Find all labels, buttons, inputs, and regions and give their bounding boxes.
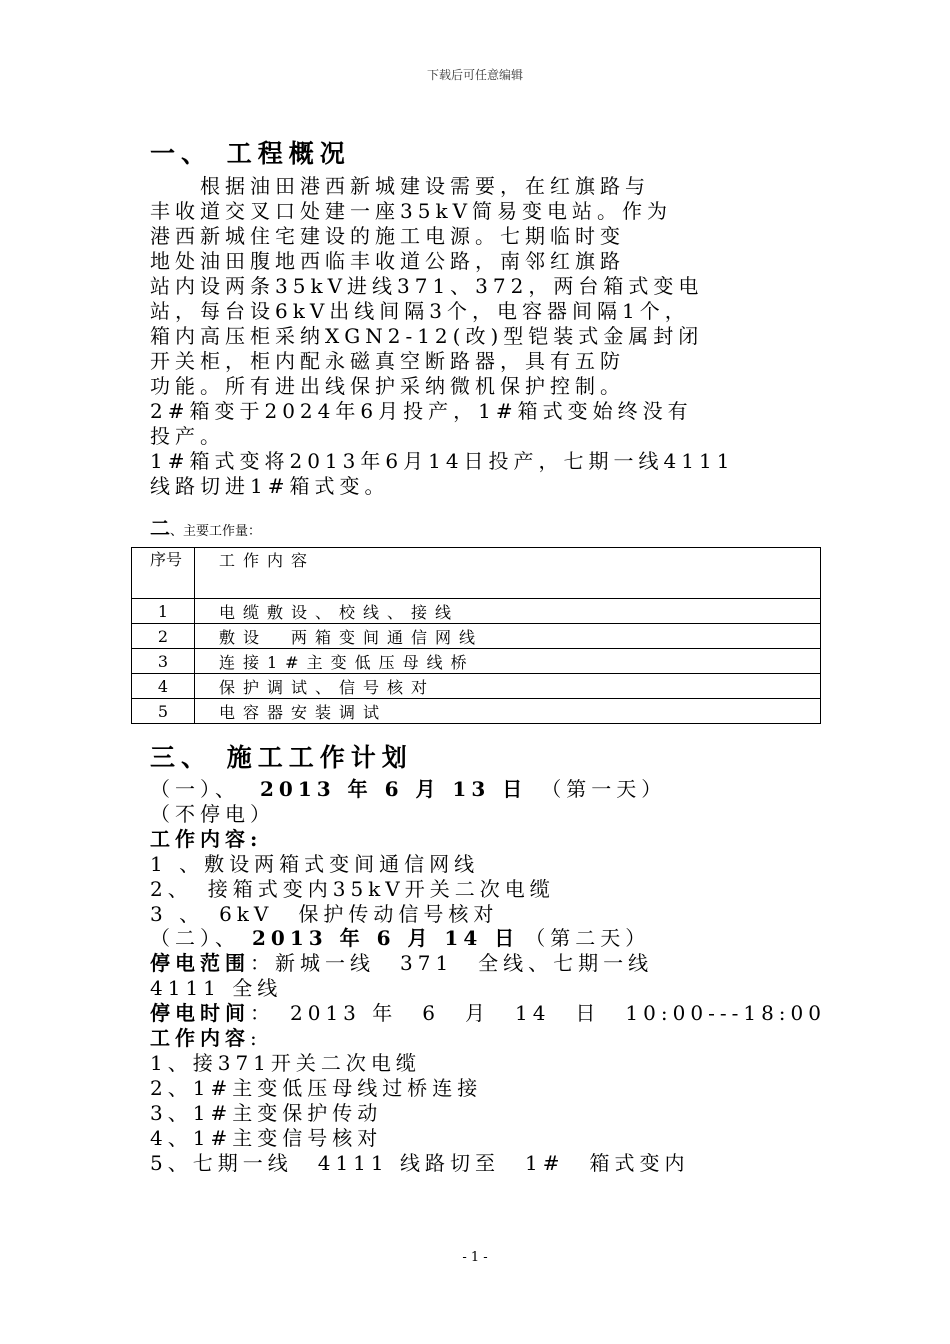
day1-date: 2013 年 6 月 13 日 — [260, 777, 528, 801]
outage-range-value-2: 4111 全线 — [150, 976, 283, 1000]
row-content: 保护调试、信号核对 — [195, 674, 821, 699]
day2-outage-time — [150, 1001, 826, 1026]
day2-outage-range — [150, 951, 653, 976]
row-index: 1 — [132, 599, 195, 624]
day2-item: 5、七期一线 4111 线路切至 1# 箱式变内 — [150, 1151, 690, 1175]
section-3-title: 三、 施工工作计划 — [150, 743, 413, 772]
row-content: 电缆敷设、校线、接线 — [195, 599, 821, 624]
work-label: 工作内容 — [150, 1026, 250, 1050]
body-line: 地处油田腹地西临丰收道公路，南邻红旗路 — [150, 249, 625, 273]
day2-item: 2、1#主变低压母线过桥连接 — [150, 1076, 483, 1100]
table-row — [132, 599, 821, 624]
day1-prefix: （一）、 — [150, 777, 240, 801]
body-line: 2#箱变于2024年6月投产，1#箱式变始终没有 — [150, 399, 693, 423]
day1-heading — [150, 777, 666, 802]
header-index: 序号 — [132, 548, 195, 599]
day2-date: 2013 年 6 月 14 日 — [252, 926, 520, 950]
body-line: 箱内高压柜采纳XGN2-12(改)型铠装式金属封闭 — [150, 324, 704, 348]
body-line: 站内设两条35kV进线371、372，两台箱式变电 — [150, 274, 704, 298]
day1-no-outage: （不停电） — [150, 802, 275, 826]
table-row — [132, 649, 821, 674]
table-row — [132, 624, 821, 649]
body-line: 港西新城住宅建设的施工电源。七期临时变 — [150, 224, 625, 248]
body-line: 功能。所有进出线保护采纳微机保护控制。 — [150, 374, 625, 398]
day2-item: 3、1#主变保护传动 — [150, 1101, 383, 1125]
day2-heading — [150, 926, 650, 951]
day2-prefix: （二）、 — [150, 926, 240, 950]
body-line: 根据油田港西新城建设需要，在红旗路与 — [150, 174, 650, 198]
day2-suffix: （第二天） — [525, 926, 651, 950]
page-number: - 1 - — [462, 1250, 488, 1265]
section-2-title-main: 二 — [150, 516, 170, 540]
table-row — [132, 699, 821, 724]
day1-item: 2、 接箱式变内35kV开关二次电缆 — [150, 877, 555, 901]
section-1-title: 一、 工程概况 — [150, 139, 351, 168]
body-line: 站，每台设6kV出线间隔3个，电容器间隔1个， — [150, 299, 690, 323]
header-content: 工作内容 — [195, 548, 821, 599]
outage-range-label: 停电范围 — [150, 951, 250, 975]
work-label-colon: : — [250, 1026, 262, 1050]
table-row — [132, 674, 821, 699]
section-2-title-sub: 、主要工作量： — [170, 524, 262, 539]
row-content: 敷设 两箱变间通信网线 — [195, 624, 821, 649]
page-header: 下载后可任意编辑 — [426, 68, 523, 82]
day1-item: 1 、敷设两箱式变间通信网线 — [150, 852, 480, 876]
outage-time-label: 停电时间 — [150, 1001, 250, 1025]
row-index: 2 — [132, 624, 195, 649]
row-index: 3 — [132, 649, 195, 674]
body-line: 1#箱式变将2013年6月14日投产，七期一线4111 — [150, 449, 735, 473]
body-line: 开关柜，柜内配永磁真空断路器，具有五防 — [150, 349, 625, 373]
day2-work-label — [150, 1026, 262, 1051]
row-index: 4 — [132, 674, 195, 699]
table-header-row — [132, 548, 821, 599]
row-content: 连接1#主变低压母线桥 — [195, 649, 821, 674]
outage-time-value: ： 2013 年 6 月 14 日 10:00---18:00 — [250, 1001, 826, 1025]
body-line: 线路切进1#箱式变。 — [150, 474, 390, 498]
day1-work-label: 工作内容: — [150, 827, 263, 851]
day1-item: 3 、 6kV 保护传动信号核对 — [150, 902, 499, 926]
outage-range-value: ：新城一线 371 全线、七期一线 — [250, 951, 654, 975]
workload-table — [131, 547, 821, 724]
day2-item: 4、1#主变信号核对 — [150, 1126, 383, 1150]
day1-suffix: （第一天） — [541, 777, 667, 801]
day2-item: 1、接371开关二次电缆 — [150, 1051, 421, 1075]
row-index: 5 — [132, 699, 195, 724]
body-line: 丰收道交叉口处建一座35kV简易变电站。作为 — [150, 199, 673, 223]
section-2-title — [150, 512, 261, 541]
row-content: 电容器安装调试 — [195, 699, 821, 724]
body-line: 投产。 — [150, 424, 225, 448]
